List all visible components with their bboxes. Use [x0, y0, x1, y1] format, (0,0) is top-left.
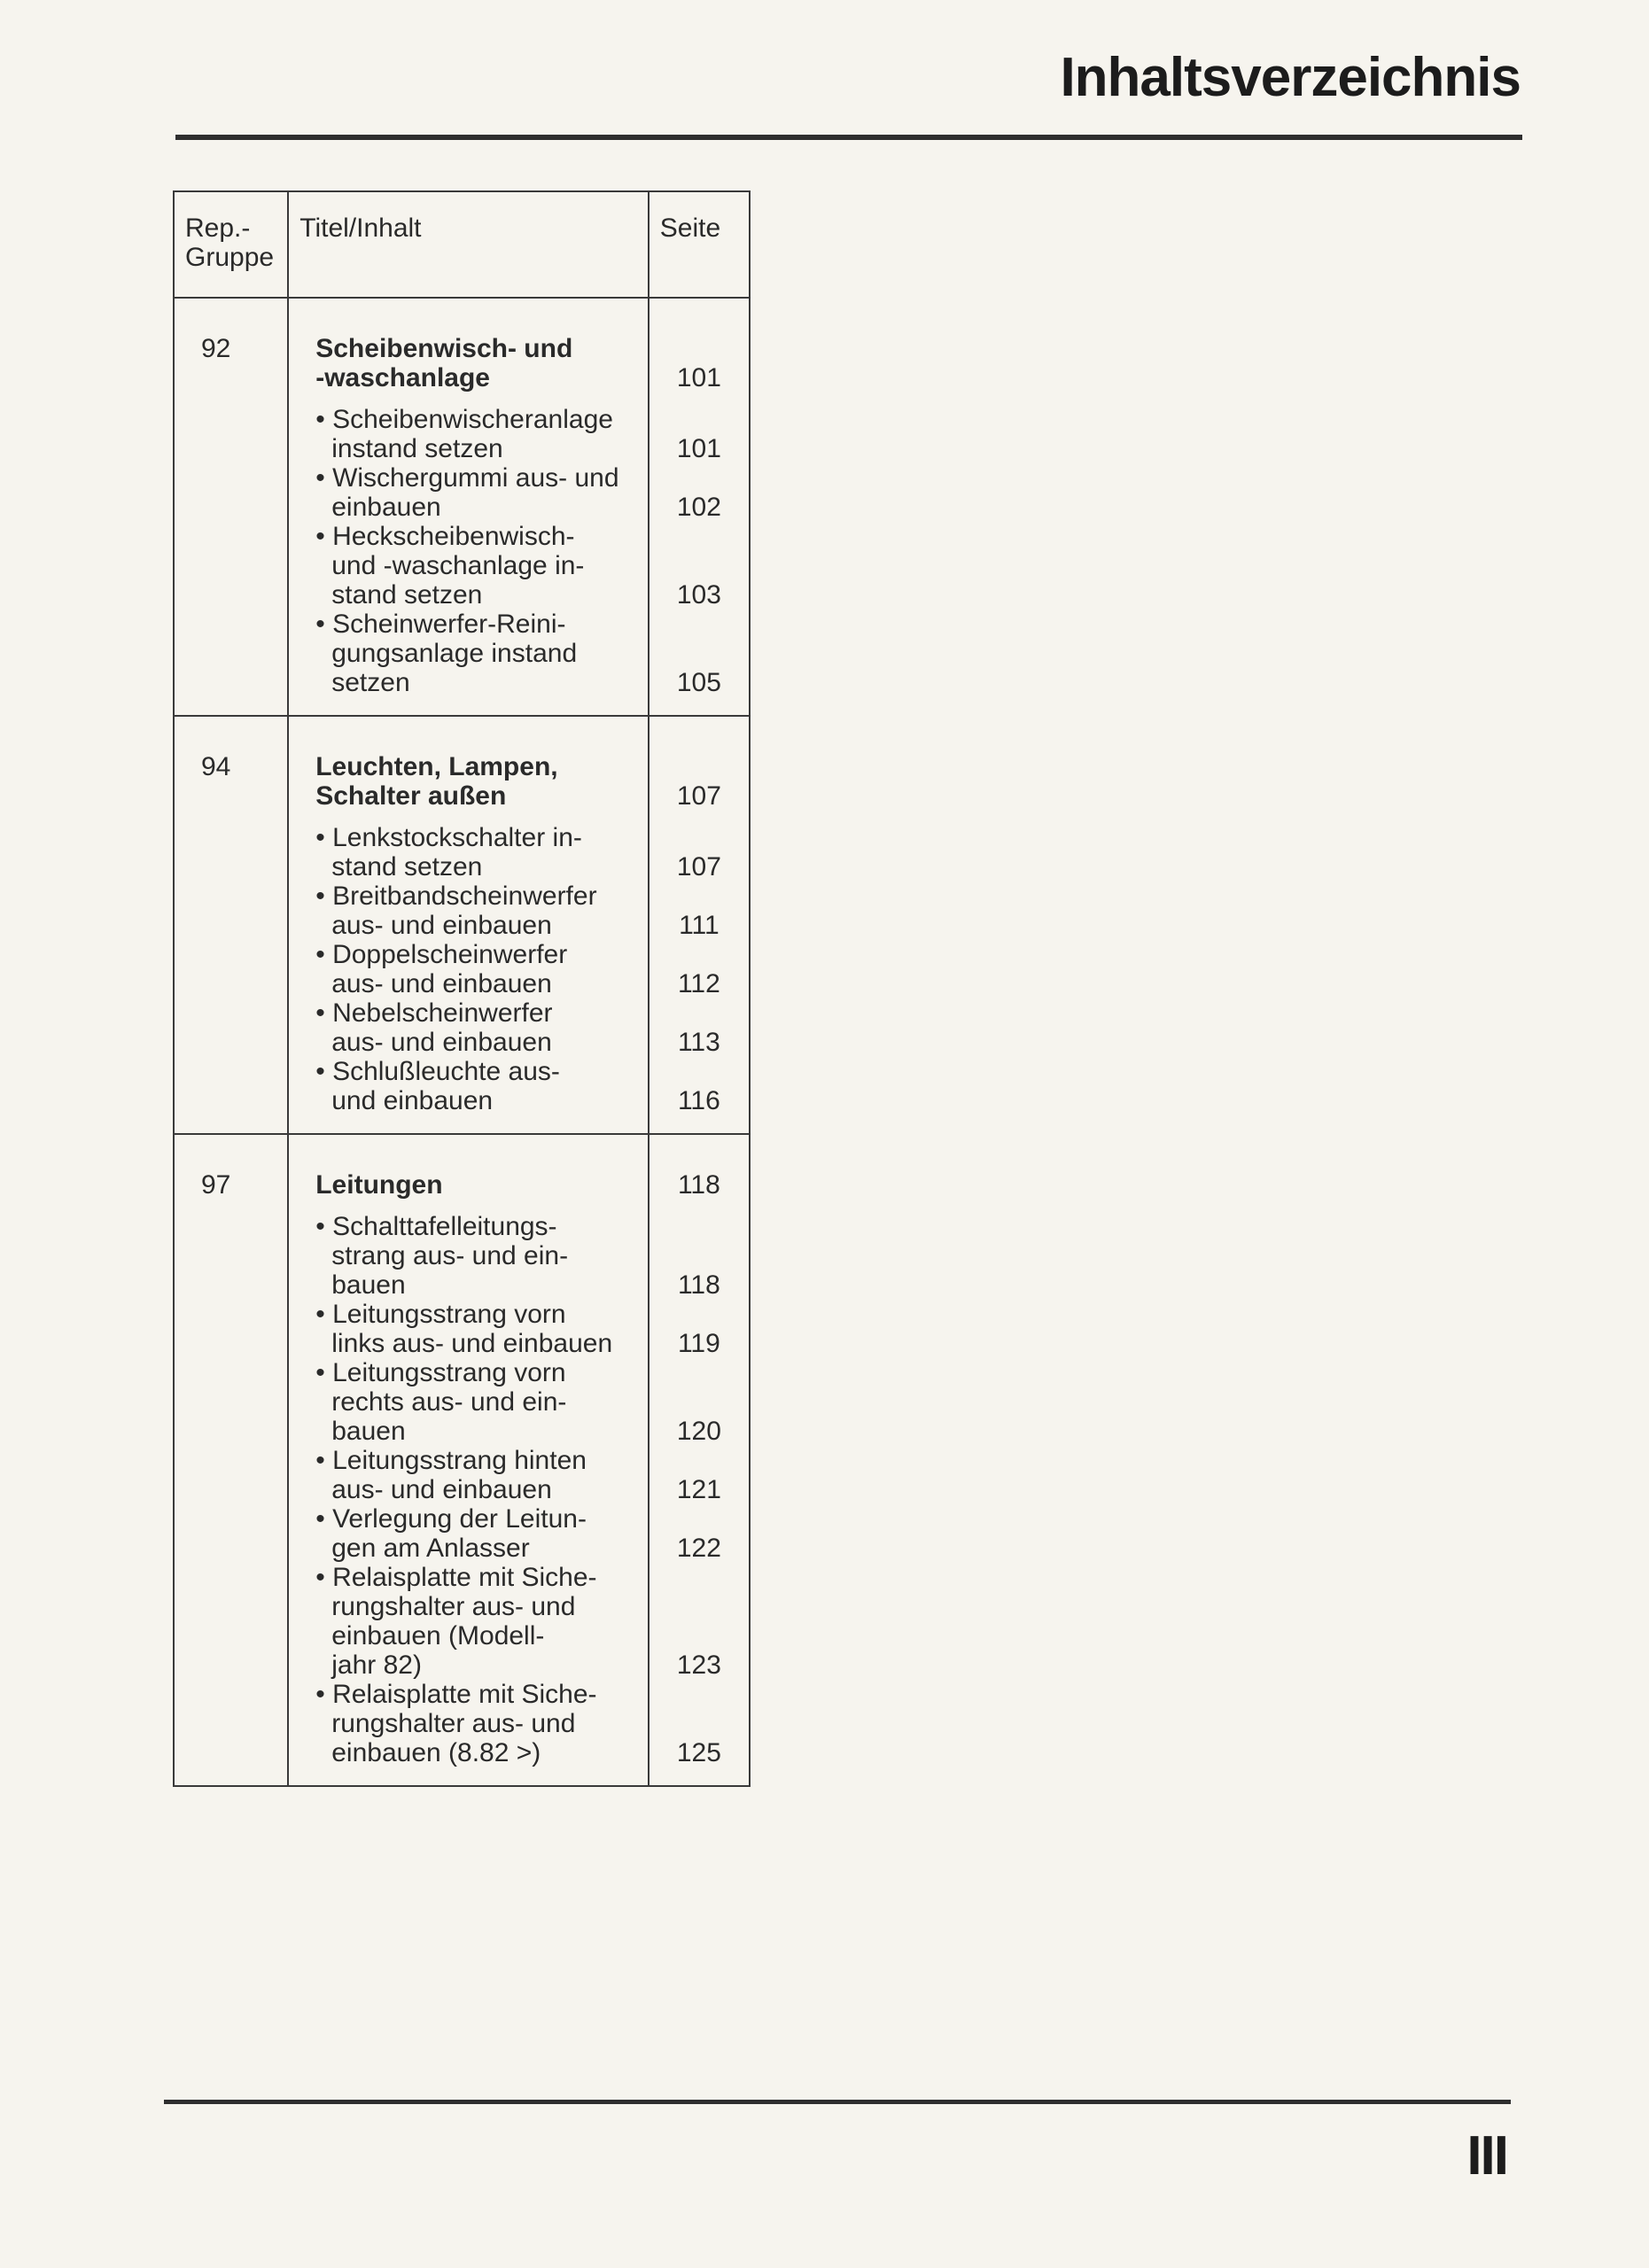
toc-item-page: 119 — [677, 1329, 720, 1358]
toc-item-line: • Scheinwerfer-Reini- — [315, 610, 566, 639]
section-heading-page: 107 — [676, 781, 721, 811]
page-blank — [649, 1241, 749, 1270]
toc-item-line: • Schlußleuchte aus- — [315, 1057, 560, 1086]
toc-item-line: • Scheibenwischeranlage — [315, 405, 613, 434]
page-blank — [649, 752, 749, 781]
toc-item-line: • Wischergummi aus- und — [315, 463, 619, 493]
toc-item-page: 113 — [677, 1028, 720, 1057]
toc-item-line: jahr 82) — [331, 1651, 422, 1680]
page-blank — [649, 463, 749, 493]
toc-body — [174, 298, 750, 1786]
page-blank — [649, 1057, 749, 1086]
page-blank — [649, 405, 749, 434]
column-header-title: Titel/Inhalt — [288, 191, 649, 298]
toc-item-line: • Nebelscheinwerfer — [315, 998, 553, 1028]
column-header-group-line: Rep.- — [185, 214, 251, 243]
page-blank — [649, 610, 749, 639]
toc-item-page: 111 — [679, 911, 719, 940]
toc-item-line: aus- und einbauen — [331, 969, 552, 998]
toc-item-page: 102 — [676, 493, 721, 522]
toc-item-line: einbauen (Modell- — [331, 1621, 545, 1651]
section-row — [174, 716, 750, 1134]
section-row — [174, 298, 750, 716]
page-blank — [649, 334, 749, 363]
spacer — [315, 811, 642, 823]
page-blank — [649, 1300, 749, 1329]
toc-item-line: • Relaisplatte mit Siche- — [315, 1680, 597, 1709]
page-blank — [649, 882, 749, 911]
section-pages — [649, 716, 750, 1134]
toc-item-line: aus- und einbauen — [331, 911, 552, 940]
toc-item-page: 118 — [677, 1270, 720, 1300]
section-heading-line: Leuchten, Lampen, — [315, 752, 558, 781]
column-header-group — [174, 191, 288, 298]
page-blank — [649, 639, 749, 668]
toc-item-line: • Leitungsstrang vorn — [315, 1300, 566, 1329]
page-number: III — [1466, 2125, 1507, 2186]
section-heading-line: Scheibenwisch- und — [315, 334, 573, 363]
section-titles — [288, 716, 649, 1134]
toc-table — [173, 190, 751, 1787]
toc-item-line: rungshalter aus- und — [331, 1709, 576, 1738]
section-heading-line: Schalter außen — [315, 781, 507, 811]
column-header-group-line: Gruppe — [185, 243, 275, 272]
toc-item-line: und einbauen — [331, 1086, 494, 1115]
section-pages — [649, 298, 750, 716]
toc-item-line: gungsanlage instand — [331, 639, 578, 668]
toc-item-line: strang aus- und ein- — [331, 1241, 569, 1270]
toc-item-line: rechts aus- und ein- — [331, 1387, 567, 1417]
toc-item-line: • Heckscheibenwisch- — [315, 522, 575, 551]
toc-item-page: 122 — [676, 1534, 721, 1563]
section-row — [174, 1134, 750, 1786]
toc-item-line: instand setzen — [331, 434, 503, 463]
toc-item-page: 101 — [676, 434, 721, 463]
toc-item-line: • Breitbandscheinwerfer — [315, 882, 597, 911]
toc-item-line: • Leitungsstrang vorn — [315, 1358, 566, 1387]
toc-item-page: 123 — [676, 1651, 721, 1680]
toc-item-line: aus- und einbauen — [331, 1475, 552, 1504]
page-blank — [649, 1446, 749, 1475]
spacer — [649, 1200, 749, 1212]
toc-item-line: • Verlegung der Leitun- — [315, 1504, 587, 1534]
page-blank — [649, 940, 749, 969]
toc-item-page: 112 — [677, 969, 720, 998]
toc-item-line: bauen — [331, 1417, 406, 1446]
header-rule — [175, 135, 1522, 140]
section-heading-page: 118 — [677, 1170, 720, 1200]
section-titles — [288, 1134, 649, 1786]
toc-item-line: • Doppelscheinwerfer — [315, 940, 568, 969]
toc-item-line: stand setzen — [331, 580, 483, 610]
toc-item-page: 107 — [676, 852, 721, 882]
toc-item-page: 105 — [676, 668, 721, 697]
toc-item-line: • Leitungsstrang hinten — [315, 1446, 587, 1475]
footer-rule — [164, 2100, 1511, 2104]
toc-item-page: 121 — [676, 1475, 721, 1504]
toc-item-page: 120 — [676, 1417, 721, 1446]
table-header-row — [174, 191, 750, 298]
toc-item-line: bauen — [331, 1270, 406, 1300]
toc-item-line: einbauen — [331, 493, 441, 522]
toc-item-line: links aus- und einbauen — [331, 1329, 613, 1358]
page-blank — [649, 823, 749, 852]
toc-item-page: 103 — [676, 580, 721, 610]
toc-item-line: und -waschanlage in- — [331, 551, 585, 580]
toc-item-line: gen am Anlasser — [331, 1534, 530, 1563]
toc-item-line: rungshalter aus- und — [331, 1592, 576, 1621]
page-blank — [649, 1680, 749, 1709]
spacer — [315, 392, 642, 405]
spacer — [649, 392, 749, 405]
section-heading-line: Leitungen — [315, 1170, 443, 1200]
spacer — [649, 811, 749, 823]
spacer — [315, 1200, 642, 1212]
page-blank — [649, 1387, 749, 1417]
section-titles — [288, 298, 649, 716]
page-blank — [649, 1504, 749, 1534]
section-group-number: 94 — [174, 716, 288, 1134]
section-heading-page: 101 — [676, 363, 721, 392]
section-group-number: 97 — [174, 1134, 288, 1786]
page-blank — [649, 1563, 749, 1592]
page-title: Inhaltsverzeichnis — [1060, 47, 1521, 108]
section-heading-line: -waschanlage — [315, 363, 490, 392]
toc-item-line: einbauen (8.82 >) — [331, 1738, 541, 1767]
toc-item-page: 116 — [677, 1086, 720, 1115]
section-pages — [649, 1134, 750, 1786]
toc-item-line: • Lenkstockschalter in- — [315, 823, 582, 852]
page-blank — [649, 1358, 749, 1387]
toc-item-line: stand setzen — [331, 852, 483, 882]
page-blank — [649, 1592, 749, 1621]
page-blank — [649, 551, 749, 580]
page-blank — [649, 998, 749, 1028]
toc-item-line: aus- und einbauen — [331, 1028, 552, 1057]
toc-item-line: • Schalttafelleitungs- — [315, 1212, 557, 1241]
toc-item-line: • Relaisplatte mit Siche- — [315, 1563, 597, 1592]
column-header-page: Seite — [649, 191, 750, 298]
page-blank — [649, 1212, 749, 1241]
toc-item-page: 125 — [676, 1738, 721, 1767]
page-blank — [649, 1621, 749, 1651]
toc-item-line: setzen — [331, 668, 410, 697]
page-blank — [649, 1709, 749, 1738]
page-blank — [649, 522, 749, 551]
section-group-number: 92 — [174, 298, 288, 716]
